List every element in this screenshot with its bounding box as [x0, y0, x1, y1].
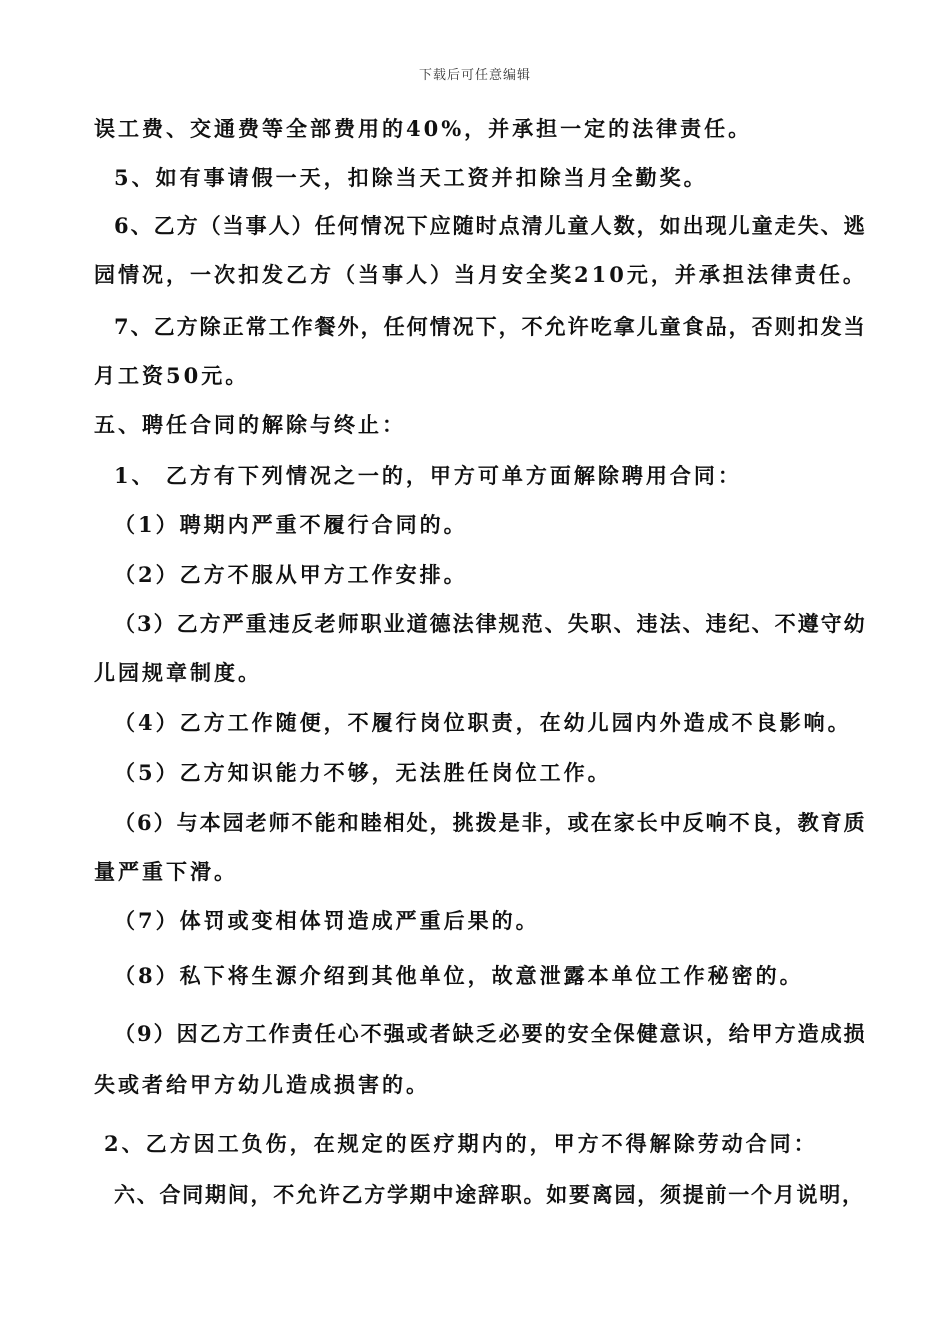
text-line-11: （3）乙方严重违反老师职业道德法律规范、失职、违法、违纪、不遵守幼	[114, 611, 867, 636]
section-heading-6: 六、合同期间，不允许乙方学期中途辞职。如要离园，须提前一个月说明，	[114, 1182, 865, 1207]
text-line-15: （6）与本园老师不能和睦相处，挑拨是非，或在家长中反响不良，教育质	[114, 810, 867, 835]
text-line-1: 误工费、交通费等全部费用的40%，并承担一定的法律责任。	[94, 116, 753, 141]
section-heading-5: 五、聘任合同的解除与终止：	[94, 412, 406, 437]
text-line-18: （8）私下将生源介绍到其他单位，故意泄露本单位工作秘密的。	[114, 963, 804, 988]
text-line-20: 失或者给甲方幼儿造成损害的。	[94, 1072, 430, 1097]
text-line-17: （7）体罚或变相体罚造成严重后果的。	[114, 908, 540, 933]
text-line-5: 7、乙方除正常工作餐外，任何情况下，不允许吃拿儿童食品，否则扣发当	[114, 314, 867, 339]
text-line-16: 量严重下滑。	[94, 859, 238, 884]
text-line-9: （1）聘期内严重不履行合同的。	[114, 512, 468, 537]
text-line-10: （2）乙方不服从甲方工作安排。	[114, 562, 468, 587]
text-line-6: 月工资50元。	[94, 363, 250, 388]
text-line-13: （4）乙方工作随便，不履行岗位职责，在幼儿园内外造成不良影响。	[114, 710, 852, 735]
text-line-4: 园情况，一次扣发乙方（当事人）当月安全奖210元，并承担法律责任。	[94, 262, 867, 287]
text-line-21: 2、乙方因工负伤，在规定的医疗期内的，甲方不得解除劳动合同：	[104, 1131, 818, 1156]
text-line-2: 5、如有事请假一天，扣除当天工资并扣除当月全勤奖。	[114, 165, 708, 190]
text-line-14: （5）乙方知识能力不够，无法胜任岗位工作。	[114, 760, 612, 785]
text-line-19: （9）因乙方工作责任心不强或者缺乏必要的安全保健意识，给甲方造成损	[114, 1021, 867, 1046]
page-header-note: 下载后可任意编辑	[418, 68, 531, 83]
text-line-8: 1、 乙方有下列情况之一的，甲方可单方面解除聘用合同：	[114, 463, 742, 488]
text-line-12: 儿园规章制度。	[94, 660, 262, 685]
text-line-3: 6、乙方（当事人）任何情况下应随时点清儿童人数，如出现儿童走失、逃	[114, 213, 867, 238]
